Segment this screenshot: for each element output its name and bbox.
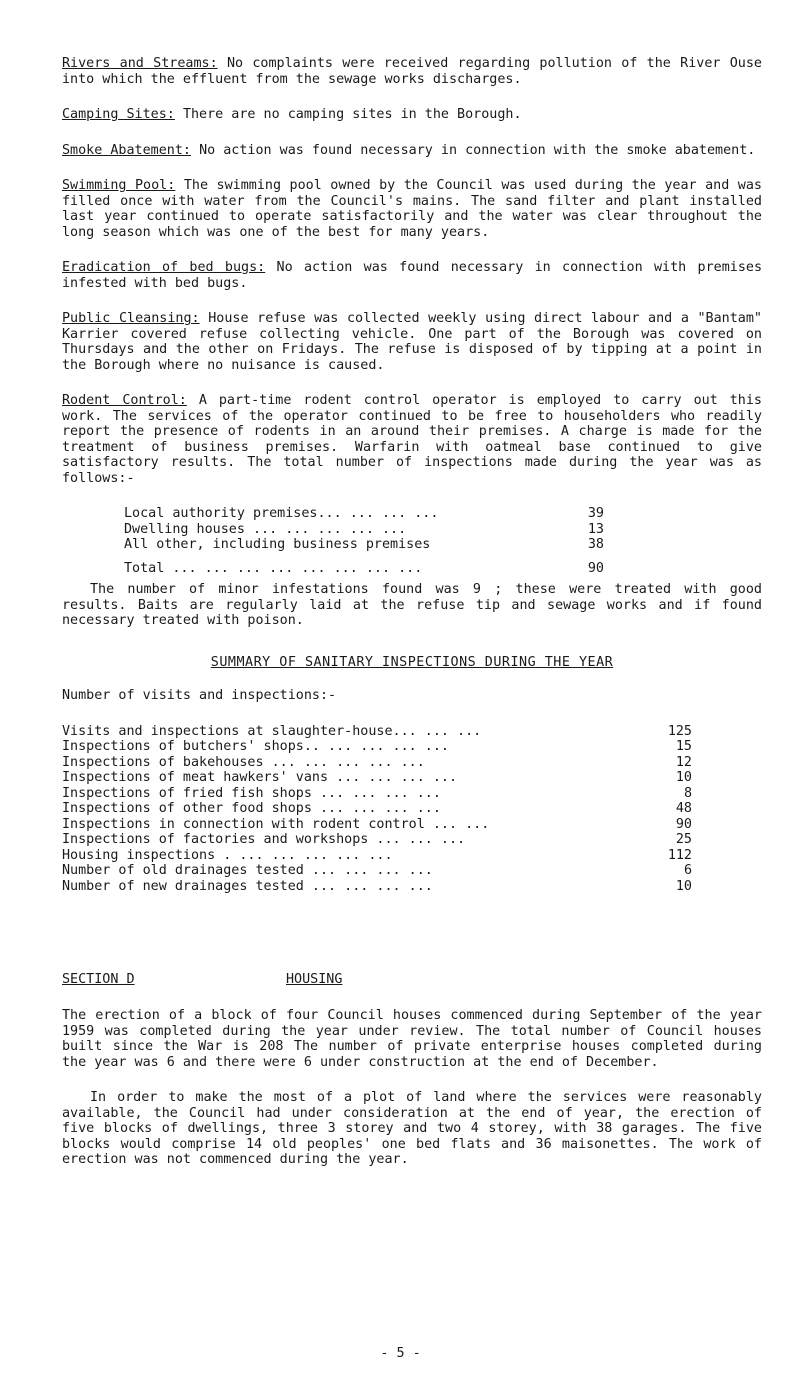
housing-section-header bbox=[62, 972, 762, 988]
row-value: 25 bbox=[675, 832, 692, 847]
row-value: 39 bbox=[587, 506, 604, 521]
total-row bbox=[124, 553, 604, 577]
row-value: 10 bbox=[675, 770, 692, 785]
smoke-text: No action was found necessary in connection with the smoke abatement. bbox=[199, 142, 756, 158]
row-label: Inspections of meat hawkers' vans ... ... ... ... bbox=[62, 770, 458, 785]
camping-heading: Camping Sites: bbox=[62, 107, 175, 122]
row-label: Inspections of factories and workshops ... ... ... bbox=[62, 832, 466, 847]
housing-paragraph-2 bbox=[62, 1090, 762, 1168]
row-value: 15 bbox=[675, 739, 692, 754]
row-label: Inspections of other food shops ... ... ... ... bbox=[62, 801, 441, 816]
smoke-heading: Smoke Abatement: bbox=[62, 142, 191, 158]
housing-heading: HOUSING bbox=[286, 972, 343, 987]
rivers-text: No complaints were received regarding pollution of the River Ouse into which the effluent from the sewage works discharges. bbox=[62, 56, 762, 87]
row-value: 6 bbox=[683, 863, 692, 878]
document-page bbox=[62, 56, 762, 1168]
swimming-heading: Swimming Pool: bbox=[62, 178, 176, 193]
rodent-heading: Rodent Control: bbox=[62, 393, 187, 408]
bugs-heading: Eradication of bed bugs: bbox=[62, 260, 266, 275]
bugs-paragraph bbox=[62, 260, 762, 291]
row-value: 38 bbox=[587, 537, 604, 552]
swimming-paragraph bbox=[62, 178, 762, 240]
total-value: 90 bbox=[587, 560, 604, 576]
rivers-paragraph bbox=[62, 56, 762, 87]
section-label: SECTION D bbox=[62, 972, 135, 987]
cleansing-text: House refuse was collected weekly using direct labour and a "Bantam" Karrier covered refuse collecting vehicle. One part of the Borough was covered on Thursdays and the other on Fridays. The refuse is disposed of by tipping at a point in the Borough where no nuisance is caused. bbox=[62, 311, 762, 373]
summary-intro: Number of visits and inspections:- bbox=[62, 688, 337, 703]
row-label: Inspections of butchers' shops.. ... ... ... ... bbox=[62, 739, 449, 754]
camping-text: There are no camping sites in the Borough. bbox=[182, 107, 522, 122]
smoke-paragraph bbox=[62, 143, 762, 159]
table-row bbox=[62, 832, 692, 848]
row-label: Inspections of bakehouses ... ... ... ... ... bbox=[62, 754, 425, 770]
total-label: Total ... ... ... ... ... ... ... ... bbox=[124, 560, 423, 576]
row-value: 48 bbox=[675, 801, 692, 816]
summary-title: SUMMARY OF SANITARY INSPECTIONS DURING THE YEAR bbox=[210, 654, 614, 670]
housing-paragraph-2-text: In order to make the most of a plot of land where the services were reasonably available, the Council had under consideration at the end of year, the erection of five blocks of dwellings, three 3 storey and two 4 storey, with 38 garages. The five blocks would comprise 14 old peoples' one bed flats and 36 maisonettes. The work of erection was not commenced during the year. bbox=[62, 1090, 762, 1167]
row-value: 8 bbox=[683, 785, 692, 801]
row-value: 13 bbox=[587, 521, 604, 537]
swimming-text: The swimming pool owned by the Council was used during the year and was filled once with water from the Council's mains. The sand filter and plant installed last year continued to operate satisfactorily and the water was clear throughout the long season which was one of the best for many years. bbox=[62, 178, 762, 240]
row-value: 12 bbox=[675, 754, 692, 770]
cleansing-heading: Public Cleansing: bbox=[62, 311, 200, 326]
table-row bbox=[62, 739, 692, 755]
table-row bbox=[62, 786, 692, 802]
table-row bbox=[62, 848, 692, 864]
rodent-paragraph bbox=[62, 393, 762, 486]
rodent-text: A part-time rodent control operator is employed to carry out this work. The services of the operator continued to be free to householders who readily report the presence of rodents in an around their premises. A charge is made for the treatment of business premises. Warfarin with oatmeal base continued to give satisfactory results. The total number of inspections made during the year was as follows:- bbox=[62, 393, 762, 486]
table-row bbox=[62, 863, 692, 879]
rivers-heading: Rivers and Streams: bbox=[62, 56, 218, 71]
cleansing-paragraph bbox=[62, 311, 762, 373]
table-row bbox=[124, 506, 604, 522]
row-label: All other, including business premises bbox=[124, 537, 431, 552]
row-value: 90 bbox=[675, 816, 692, 832]
page-number: - 5 - bbox=[380, 1346, 421, 1361]
row-label: Number of new drainages tested ... ... ... ... bbox=[62, 878, 433, 894]
row-label: Inspections of fried fish shops ... ... ... ... bbox=[62, 785, 441, 801]
infestation-paragraph bbox=[62, 582, 762, 629]
table-row bbox=[62, 724, 692, 740]
row-label: Inspections in connection with rodent control ... ... bbox=[62, 816, 490, 832]
table-row bbox=[124, 522, 604, 538]
row-label: Dwelling houses ... ... ... ... ... bbox=[124, 521, 407, 537]
table-row bbox=[124, 537, 604, 553]
row-value: 125 bbox=[667, 723, 692, 739]
bugs-text: No action was found necessary in connection with premises infested with bed bugs. bbox=[62, 260, 763, 291]
row-value: 112 bbox=[667, 847, 692, 863]
row-label: Visits and inspections at slaughter-house... ... ... bbox=[62, 723, 482, 739]
row-value: 10 bbox=[675, 878, 692, 894]
table-row bbox=[62, 770, 692, 786]
table-row bbox=[62, 755, 692, 771]
row-label: Local authority premises... ... ... ... bbox=[124, 506, 439, 521]
table-row bbox=[62, 801, 692, 817]
table-row bbox=[62, 879, 692, 895]
row-label: Number of old drainages tested ... ... ... ... bbox=[62, 863, 433, 878]
infestation-text: The number of minor infestations found was 9 ; these were treated with good results. Baits are regularly laid at the refuse tip and sewage works and if found necessary treated with poison. bbox=[62, 582, 762, 628]
rodent-inspections-table bbox=[124, 506, 604, 576]
housing-paragraph-1: The erection of a block of four Council houses commenced during September of the year 1959 was completed during the year under review. The total number of Council houses built since the War is 208 The number of private enterprise houses completed during the year was 6 and there were 6 under construction at the end of December. bbox=[62, 1008, 762, 1070]
camping-paragraph bbox=[62, 107, 762, 123]
summary-table bbox=[62, 724, 692, 895]
table-row bbox=[62, 817, 692, 833]
row-label: Housing inspections . ... ... ... ... ... bbox=[62, 847, 393, 863]
